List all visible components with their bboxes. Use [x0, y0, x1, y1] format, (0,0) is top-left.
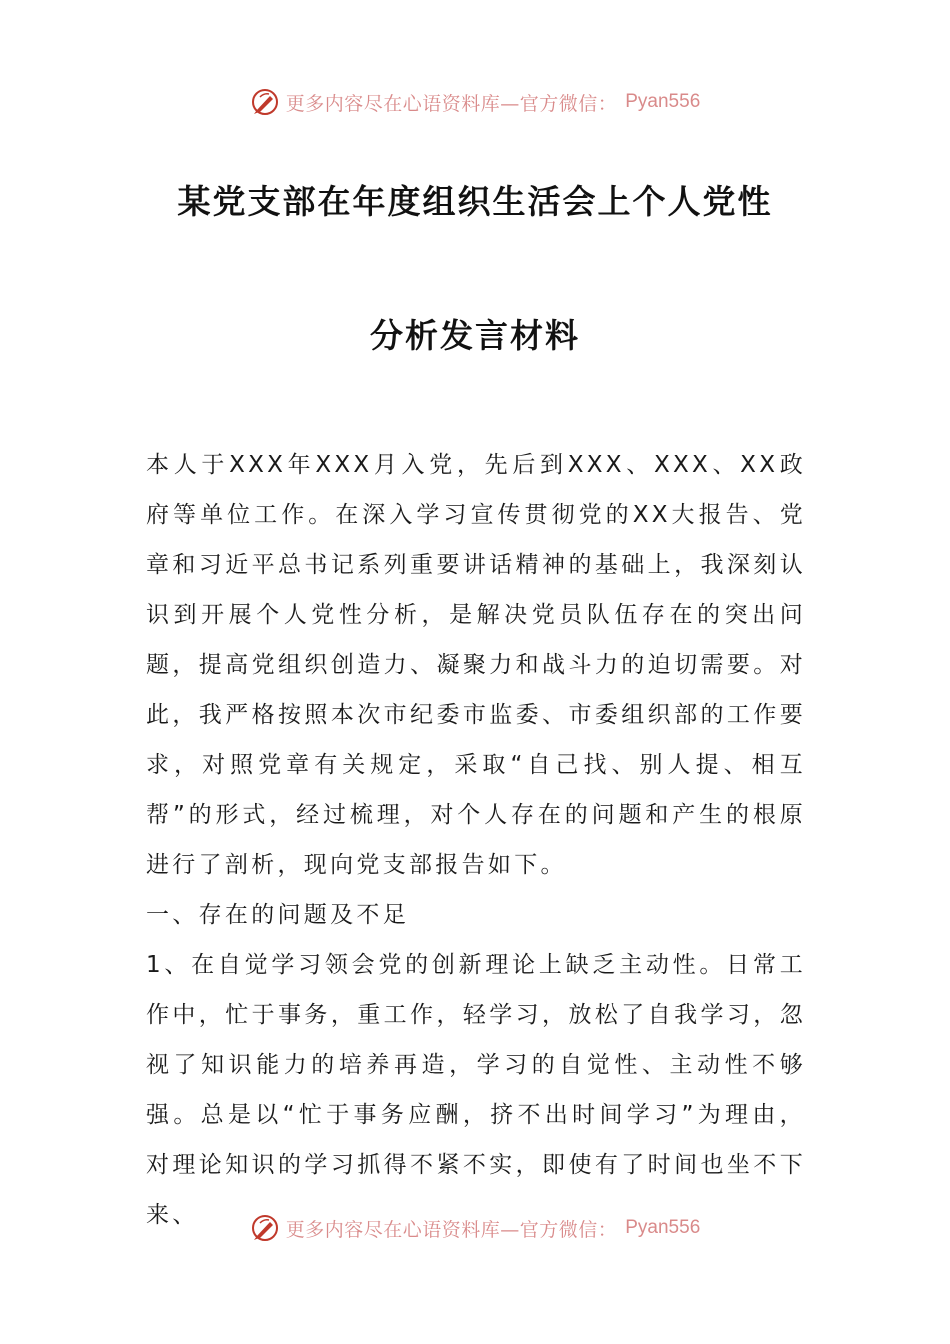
header-watermark [0, 82, 950, 122]
document-title-line-1: 某党支部在年度组织生活会上个人党性 [177, 182, 773, 221]
document-body [146, 440, 806, 1240]
watermark-text: 更多内容尽在心语资料库—官方微信： [285, 92, 618, 115]
watermark-text: 更多内容尽在心语资料库—官方微信： [285, 1218, 618, 1241]
paragraph-problem-1: 1、在自觉学习领会党的创新理论上缺乏主动性。日常工作中，忙于事务，重工作，轻学习，放松了自我学习，忽视了知识能力的培养再造，学习的自觉性、主动性不够强。总是以“忙于事务应酬，挤不出时间学习”为理由，对理论知识的学习抓得不紧不实，即使有了时间也坐不下来、 [146, 952, 806, 1228]
document-title-line-2: 分析发言材料 [370, 316, 580, 355]
footer-watermark [0, 1208, 950, 1248]
section-heading: 一、存在的问题及不足 [146, 902, 409, 928]
pen-circle-logo-icon [250, 1213, 280, 1243]
pen-circle-logo-icon [250, 87, 280, 117]
paragraph-intro: 本人于XXX年XXX月入党，先后到XXX、XXX、XX政府等单位工作。在深入学习宣传贯彻党的XX大报告、党章和习近平总书记系列重要讲话精神的基础上，我深刻认识到开展个人党性分析，是解决党员队伍存在的突出问题，提高党组织创造力、凝聚力和战斗力的迫切需要。对此，我严格按照本次市纪委市监委、市委组织部的工作要求，对照党章有关规定，采取“自己找、别人提、相互帮”的形式，经过梳理，对个人存在的问题和产生的根原进行了剖析，现向党支部报告如下。 [146, 452, 806, 878]
watermark-wechat-id: Pyan556 [625, 1217, 701, 1238]
watermark-wechat-id: Pyan556 [625, 91, 701, 112]
